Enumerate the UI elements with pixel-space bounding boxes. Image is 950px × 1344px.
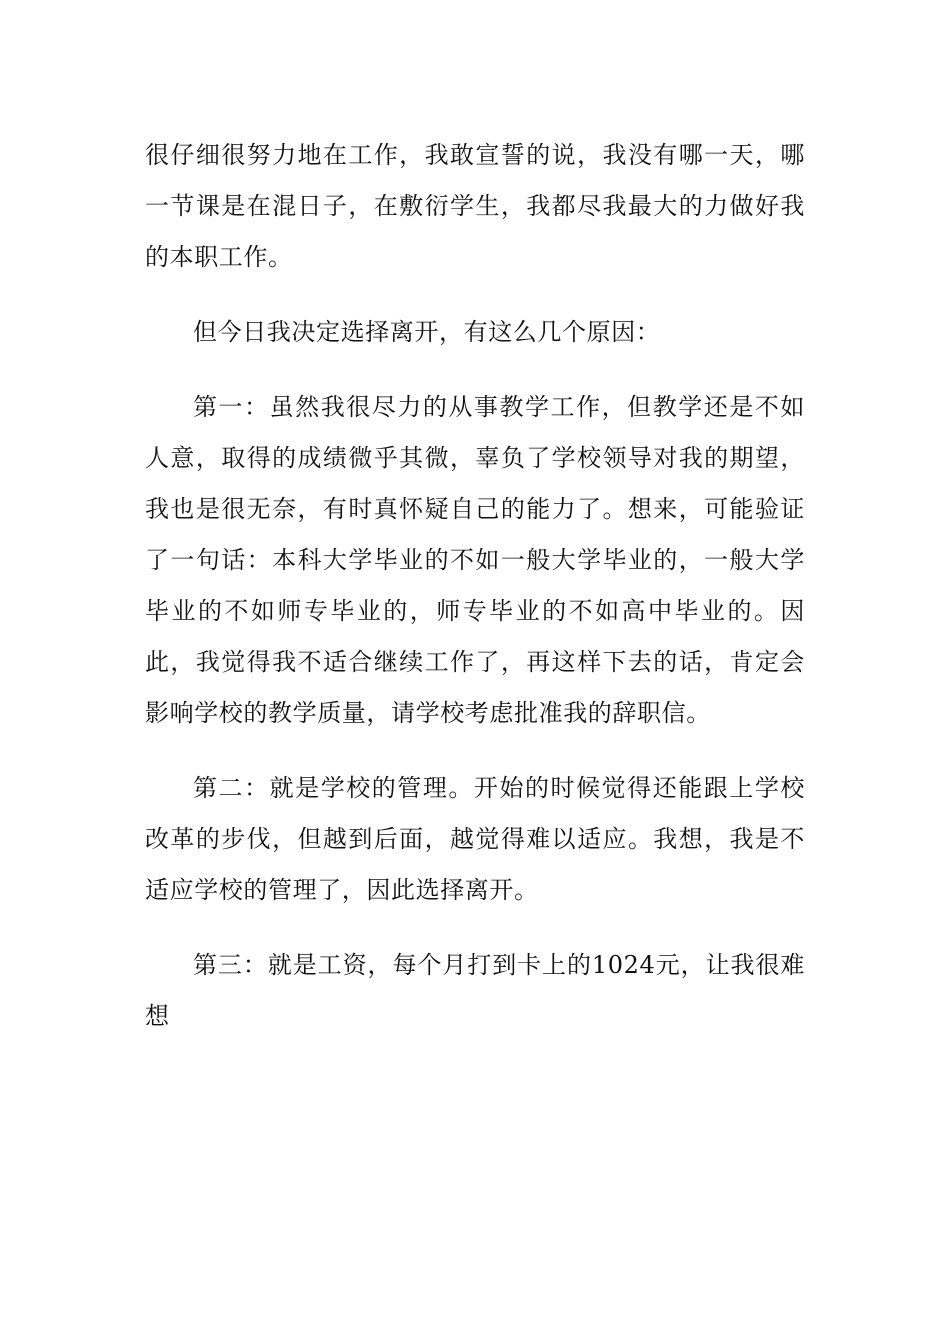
- paragraph-reason-two: 第二：就是学校的管理。开始的时候觉得还能跟上学校改革的步伐，但越到后面，越觉得难以适应。我想，我是不适应学校的管理了，因此选择离开。: [145, 774, 805, 904]
- paragraph-reason-three: 第三：就是工资，每个月打到卡上的1024元，让我很难想: [145, 951, 805, 1030]
- document-body: [145, 130, 805, 1066]
- paragraph-reason-one: 第一：虽然我很尽力的从事教学工作，但教学还是不如人意，取得的成绩微乎其微，辜负了学校领导对我的期望，我也是很无奈，有时真怀疑自己的能力了。想来，可能验证了一句话：本科大学毕业的不如一般大学毕业的，一般大学毕业的不如师专毕业的，师专毕业的不如高中毕业的。因此，我觉得我不适合继续工作了，再这样下去的话，肯定会影响学校的教学质量，请学校考虑批准我的辞职信。: [145, 393, 805, 727]
- paragraph-reasons-intro: 但今日我决定选择离开，有这么几个原因：: [193, 318, 661, 346]
- paragraph-continuation: 很仔细很努力地在工作，我敢宣誓的说，我没有哪一天，哪一节课是在混日子，在敷衍学生，我都尽我最大的力做好我的本职工作。: [145, 141, 805, 271]
